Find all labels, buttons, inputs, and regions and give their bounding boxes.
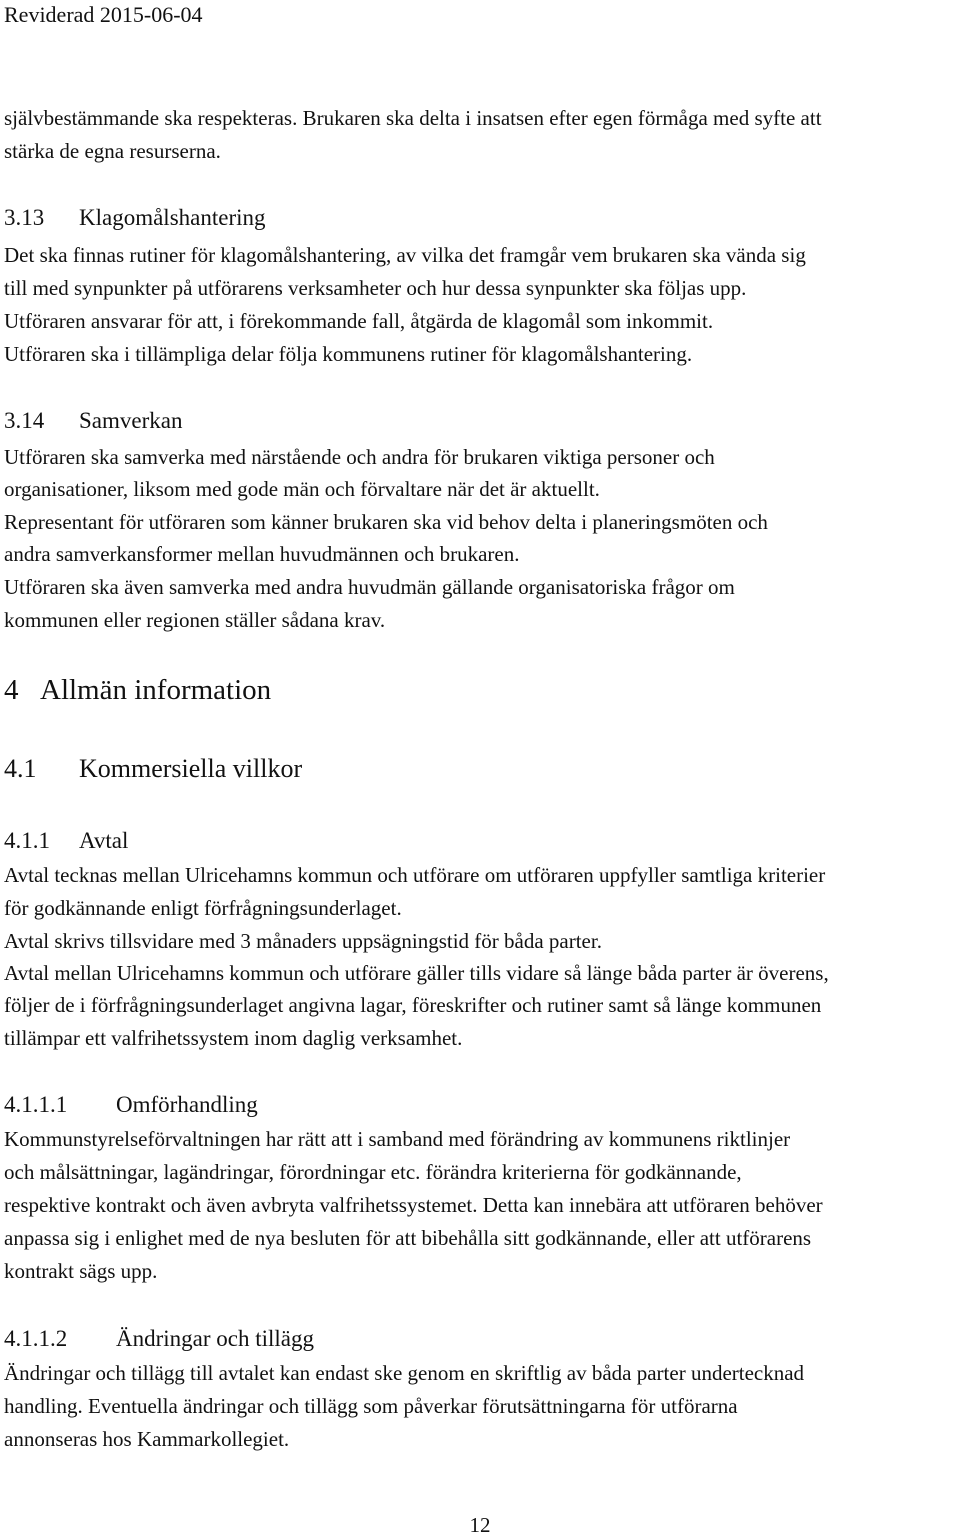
section-heading-4-1-1 — [4, 828, 128, 854]
section-title: Kommersiella villkor — [79, 754, 303, 783]
section-number: 4.1.1.1 — [4, 1092, 68, 1117]
body-line: annonseras hos Kammarkollegiet. — [4, 1427, 290, 1451]
body-line: stärka de egna resurserna. — [4, 139, 221, 163]
body-line: Representant för utföraren som känner brukaren ska vid behov delta i planeringsmöten och — [4, 510, 768, 534]
section-heading-4-1-1-1 — [4, 1092, 258, 1118]
section-heading-4-1-1-2 — [4, 1326, 314, 1352]
body-line: kontrakt sägs upp. — [4, 1259, 158, 1283]
body-line: Avtal tecknas mellan Ulricehamns kommun och utförare om utföraren uppfyller samtliga kriterier — [4, 863, 826, 887]
body-line: handling. Eventuella ändringar och tillägg som påverkar förutsättningarna för utförarna — [4, 1394, 738, 1418]
body-line: Utföraren ska samverka med närstående och andra för brukaren viktiga personer och — [4, 445, 715, 469]
section-heading-3-14 — [4, 408, 182, 434]
section-heading-4 — [4, 673, 271, 707]
body-line: Utföraren ska även samverka med andra huvudmän gällande organisatoriska frågor om — [4, 575, 735, 599]
body-line: Ändringar och tillägg till avtalet kan endast ske genom en skriftlig av båda parter undertecknad — [4, 1361, 805, 1385]
body-line: kommunen eller regionen ställer sådana krav. — [4, 608, 386, 632]
body-line: följer de i förfrågningsunderlaget angivna lagar, föreskrifter och rutiner samt så länge kommunen — [4, 993, 822, 1017]
body-line: Avtal skrivs tillsvidare med 3 månaders uppsägningstid för båda parter. — [4, 929, 602, 953]
section-title: Allmän information — [40, 674, 272, 706]
section-title: Omförhandling — [116, 1092, 258, 1117]
section-number: 3.14 — [4, 408, 45, 433]
body-line: respektive kontrakt och även avbryta valfrihetssystemet. Detta kan innebära att utföraren behöver — [4, 1193, 823, 1217]
section-number: 4.1.1.2 — [4, 1326, 68, 1351]
section-title: Ändringar och tillägg — [116, 1326, 315, 1351]
section-title: Samverkan — [79, 408, 183, 433]
body-line: Utföraren ansvarar för att, i förekommande fall, åtgärda de klagomål som inkommit. — [4, 309, 714, 333]
section-title: Klagomålshantering — [79, 205, 266, 230]
section-title: Avtal — [79, 828, 129, 853]
body-line: tillämpar ett valfrihetssystem inom daglig verksamhet. — [4, 1026, 463, 1050]
body-line: Det ska finnas rutiner för klagomålshantering, av vilka det framgår vem brukaren ska vända sig — [4, 243, 806, 267]
body-line: Kommunstyrelseförvaltningen har rätt att i samband med förändring av kommunens riktlinjer — [4, 1127, 791, 1151]
body-line: anpassa sig i enlighet med de nya besluten för att bibehålla sitt godkännande, eller att utförarens — [4, 1226, 812, 1250]
body-line: Utföraren ska i tillämpliga delar följa kommunens rutiner för klagomålshantering. — [4, 342, 693, 366]
section-heading-4-1 — [4, 754, 302, 784]
revision-header: Reviderad 2015-06-04 — [4, 2, 203, 27]
page-number: 12 — [469, 1513, 491, 1537]
section-number: 3.13 — [4, 205, 45, 230]
section-number: 4.1.1 — [4, 828, 50, 853]
body-line: och målsättningar, lagändringar, förordningar etc. förändra kriterierna för godkännande, — [4, 1160, 742, 1184]
body-line: för godkännande enligt förfrågningsunderlaget. — [4, 896, 402, 920]
section-number: 4.1 — [4, 754, 37, 783]
body-line: andra samverkansformer mellan huvudmännen och brukaren. — [4, 542, 520, 566]
body-line: till med synpunkter på utförarens verksamheter och hur dessa synpunkter ska följas upp. — [4, 276, 747, 300]
section-number: 4 — [4, 674, 19, 706]
body-line: självbestämmande ska respekteras. Brukaren ska delta i insatsen efter egen förmåga med syfte att — [4, 106, 822, 130]
body-line: organisationer, liksom med gode män och förvaltare när det är aktuellt. — [4, 477, 600, 501]
body-line: Avtal mellan Ulricehamns kommun och utförare gäller tills vidare så länge båda parter är överens, — [4, 961, 829, 985]
section-heading-3-13 — [4, 205, 266, 231]
